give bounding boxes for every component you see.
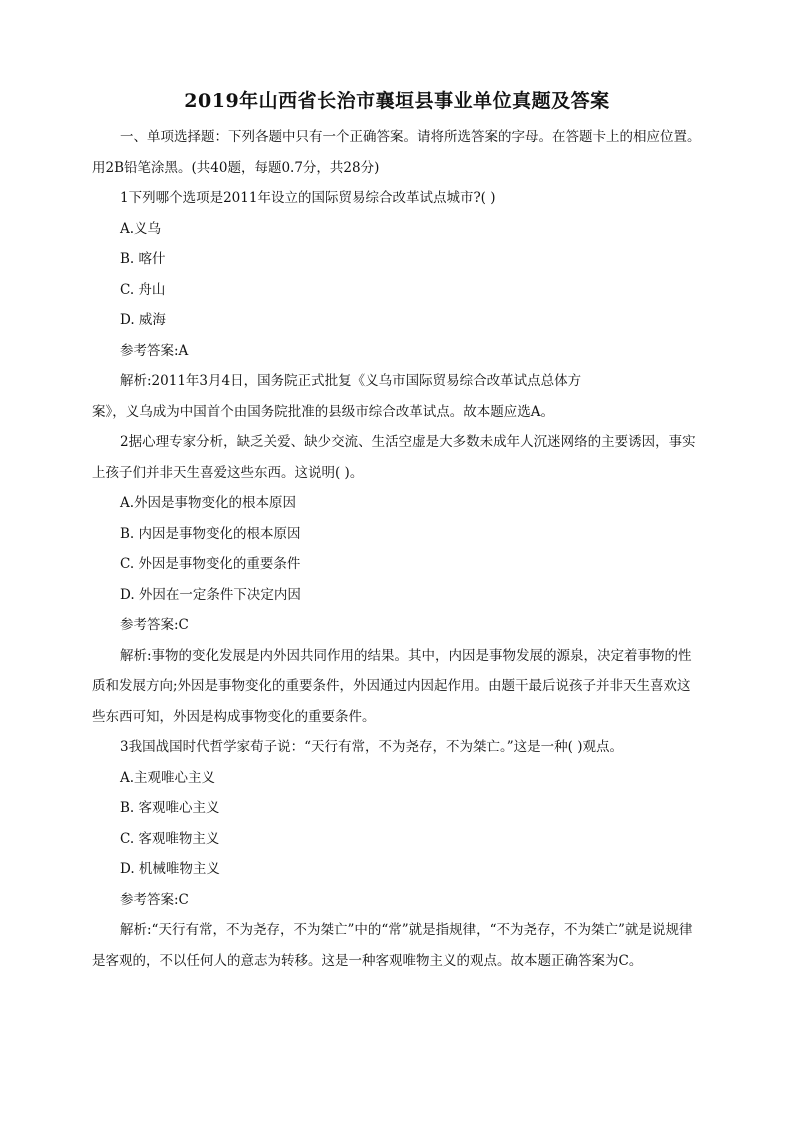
- question-2-option-b: B. 内因是事物变化的根本原因: [120, 525, 301, 542]
- question-3-analysis: 解析:“天行有常，不为尧存，不为桀亡”中的“常”就是指规律，“不为尧存，不为桀亡”就是说规律是客观的，不以任何人的意志为转移。这是一种客观唯物主义的观点。故本题正确答案为C。: [92, 922, 693, 969]
- question-1-analysis-line-1: 解析:2011年3月4日，国务院正式批复《义乌市国际贸易综合改革试点总体方: [120, 373, 582, 389]
- question-3-option-a: A.主观唯心主义: [120, 769, 216, 786]
- question-1-analysis-line-2: 案》，义乌成为中国首个由国务院批准的县级市综合改革试点。故本题应选A。: [92, 403, 554, 420]
- question-3-option-c: C. 客观唯物主义: [120, 830, 220, 847]
- question-1-option-a: A.义乌: [120, 220, 162, 237]
- question-1-answer: 参考答案:A: [120, 342, 189, 359]
- question-2-stem: 2据心理专家分析，缺乏关爱、缺少交流、生活空虚是大多数未成年人沉迷网络的主要诱因，事实上孩子们并非天生喜爱这些东西。这说明( )。: [92, 434, 696, 481]
- question-2-option-c: C. 外因是事物变化的重要条件: [120, 556, 301, 572]
- question-3-stem: 3我国战国时代哲学家荀子说：“天行有常，不为尧存，不为桀亡。”这是一种( )观点。: [120, 739, 623, 755]
- document-title: 2019年山西省长治市襄垣县事业单位真题及答案: [184, 90, 610, 112]
- question-1-stem: 1下列哪个选项是2011年设立的国际贸易综合改革试点城市?( ): [120, 190, 496, 206]
- question-1-option-c: C. 舟山: [120, 281, 166, 298]
- question-2-answer: 参考答案:C: [120, 617, 189, 633]
- section-heading: 一、单项选择题：下列各题中只有一个正确答案。请将所选答案的字母。在答题卡上的相应位置。用2B铅笔涂黑。(共40题，每题0.7分，共28分): [92, 129, 701, 176]
- question-2-analysis: 解析:事物的变化发展是内外因共同作用的结果。其中，内因是事物发展的源泉，决定着事物的性质和发展方向;外因是事物变化的重要条件，外因通过内因起作用。由题干最后说孩子并非天生喜欢这些东西可知，外因是构成事物变化的重要条件。: [92, 647, 692, 725]
- question-1-option-d: D. 威海: [120, 312, 166, 328]
- document-body: [92, 122, 702, 976]
- question-2-option-a: A.外因是事物变化的根本原因: [120, 495, 297, 511]
- question-3-answer: 参考答案:C: [120, 891, 189, 908]
- question-1-option-b: B. 喀什: [120, 251, 166, 267]
- question-3-option-d: D. 机械唯物主义: [120, 861, 220, 877]
- question-3-option-b: B. 客观唯心主义: [120, 800, 220, 816]
- question-2-option-d: D. 外因在一定条件下决定内因: [120, 586, 301, 603]
